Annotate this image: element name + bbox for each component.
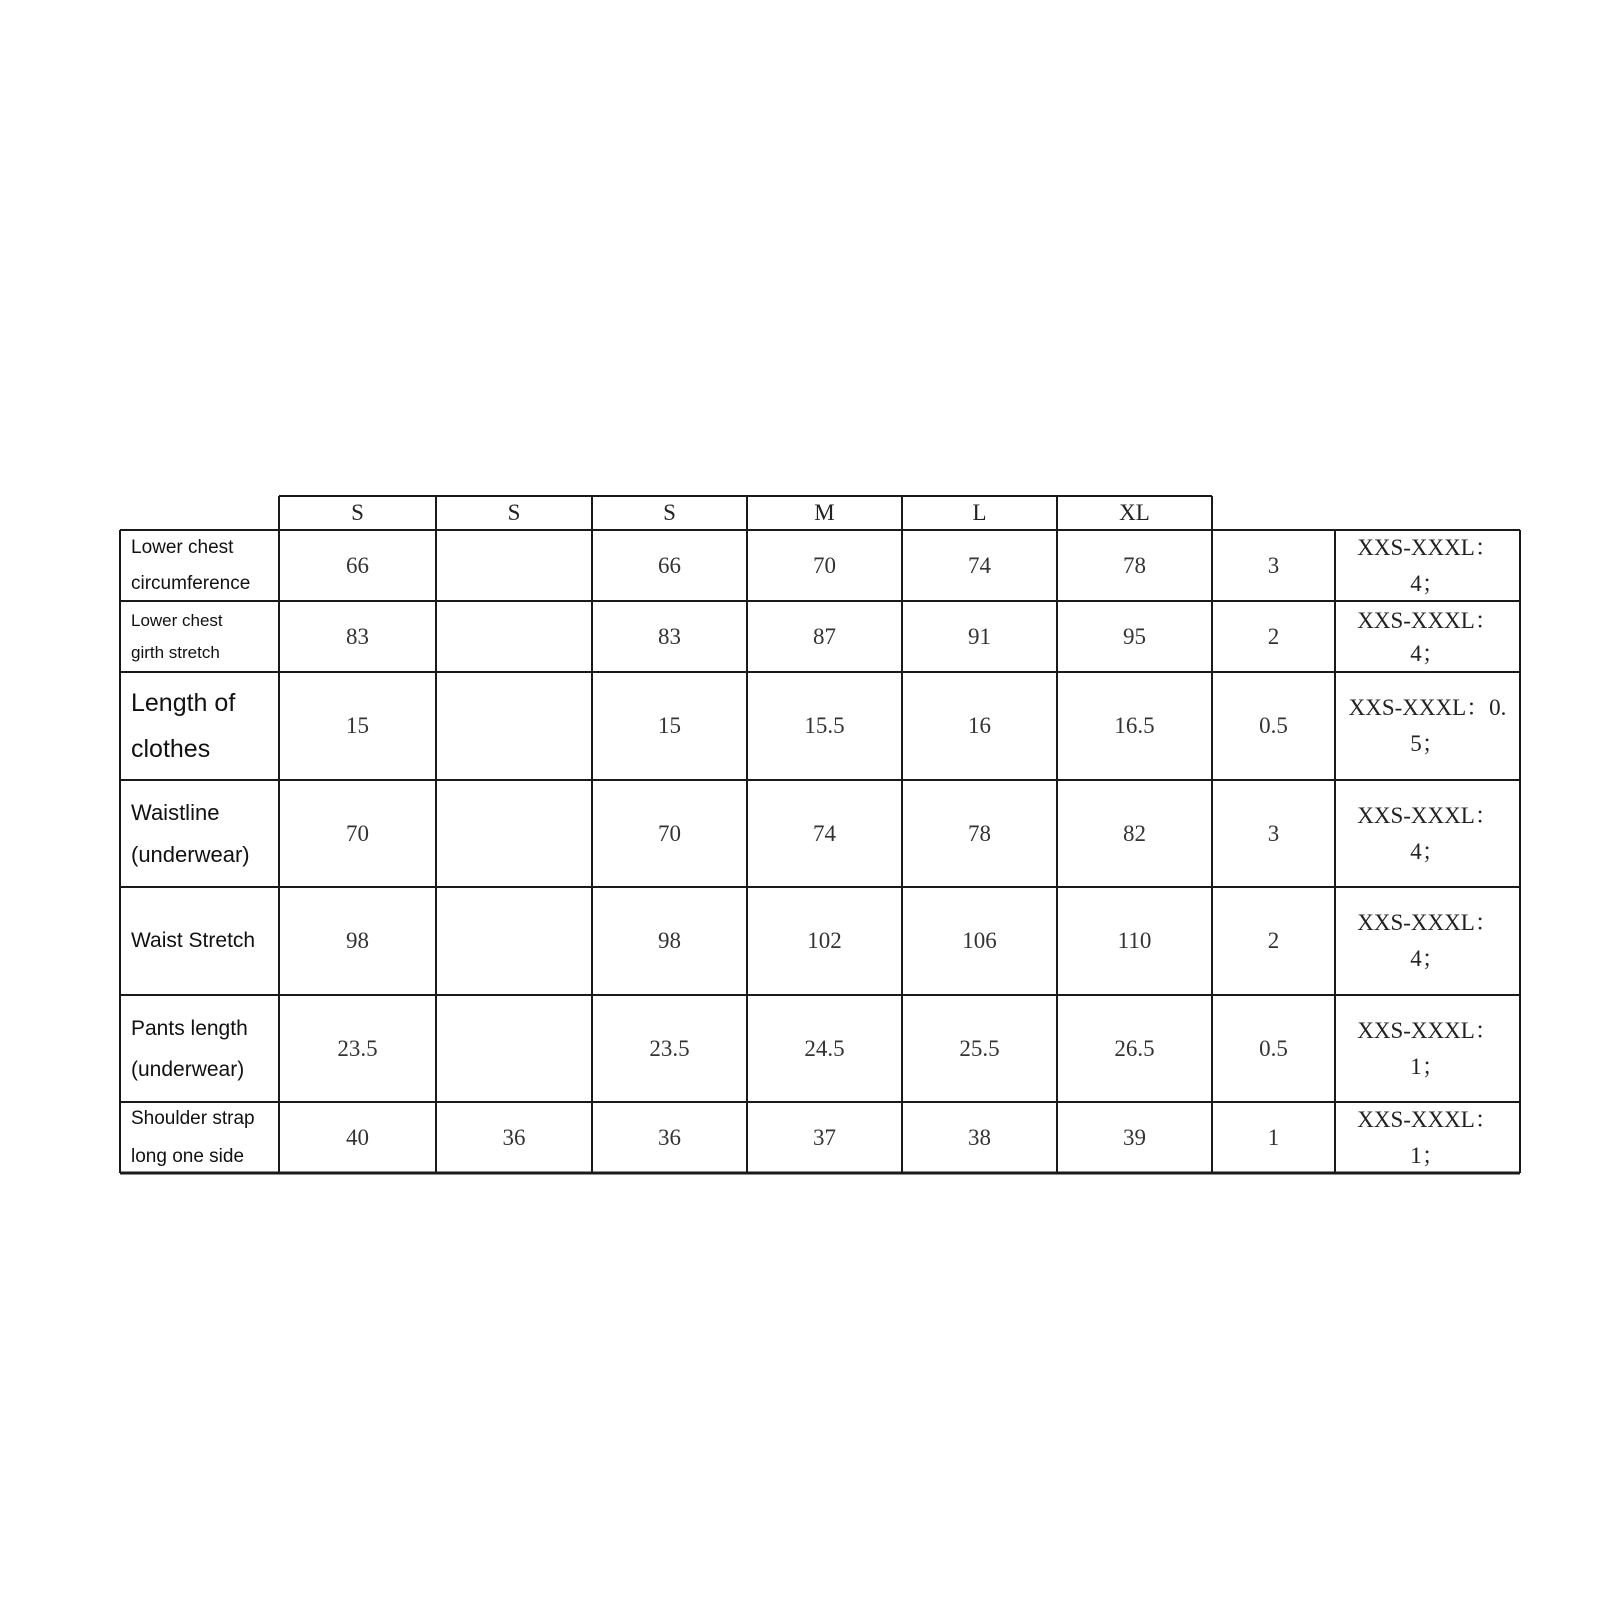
header-size-s-1: S	[351, 500, 364, 525]
table-cell: 24.5	[804, 1035, 845, 1061]
table-cell-step: 2	[1267, 623, 1280, 649]
header-size-xl: XL	[1119, 500, 1150, 525]
table-cell-step: 3	[1267, 820, 1280, 846]
table-cell: 78	[1123, 552, 1146, 578]
table-cell	[436, 995, 592, 1102]
table-cell: 74	[968, 552, 991, 578]
row-label-length-of-clothes: Length of clothes	[131, 689, 236, 763]
table-cell: 91	[968, 623, 991, 649]
table-cell-step: 0.5	[1259, 713, 1288, 738]
table-cell: 40	[346, 1124, 369, 1150]
table-cell-range-note: XXS-XXXL： 4；	[1357, 607, 1498, 666]
table-cell: 70	[346, 820, 369, 846]
table-cell-range-note: XXS-XXXL： 1；	[1357, 1106, 1498, 1168]
row-label-pants-length-underwear: Pants length (underwear)	[131, 1016, 248, 1081]
table-cell-step: 3	[1267, 552, 1280, 578]
table-cell: 16.5	[1114, 713, 1155, 738]
table-cell: 78	[968, 820, 991, 846]
table-cell: 110	[1117, 928, 1152, 953]
header-size-l: L	[972, 500, 987, 525]
table-cell-step: 1	[1267, 1124, 1280, 1150]
table-cell: 16	[968, 713, 991, 738]
table-cell	[436, 530, 592, 601]
table-cell: 66	[346, 552, 369, 578]
table-cell-range-note: XXS-XXXL： 4；	[1357, 910, 1498, 971]
table-cell: 25.5	[959, 1035, 1000, 1061]
table-cell: 15.5	[804, 713, 845, 738]
row-label-lower-chest-circumference: Lower chest circumference	[131, 536, 251, 594]
table-cell: 39	[1123, 1124, 1146, 1150]
table-cell: 82	[1123, 820, 1146, 846]
table-cell-range-note: XXS-XXXL： 4；	[1357, 534, 1498, 596]
table-cell: 98	[658, 928, 681, 953]
table-cell-step: 0.5	[1259, 1035, 1288, 1061]
table-cell: 66	[658, 552, 681, 578]
table-cell: 26.5	[1114, 1035, 1155, 1061]
table-cell	[436, 780, 592, 887]
table-cell: 83	[346, 623, 369, 649]
table-cell: 98	[346, 928, 369, 953]
table-cell: 15	[346, 713, 369, 738]
table-cell-step: 2	[1267, 928, 1280, 953]
table-cell: 23.5	[337, 1035, 378, 1061]
table-cell: 15	[658, 713, 681, 738]
table-cell: 37	[813, 1124, 836, 1150]
table-cell	[436, 672, 592, 780]
header-size-s-3: S	[663, 500, 676, 525]
table-cell-range-note: XXS-XXXL：0. 5；	[1348, 695, 1507, 756]
row-label-waist-stretch: Waist Stretch	[131, 929, 256, 952]
header-size-s-2: S	[507, 500, 521, 525]
table-cell: 74	[813, 820, 836, 846]
table-cell: 102	[807, 928, 842, 953]
header-size-m: M	[814, 500, 835, 525]
table-cell: 38	[968, 1124, 991, 1150]
table-cell: 70	[813, 552, 836, 578]
table-cell: 87	[813, 623, 836, 649]
table-cell	[436, 887, 592, 995]
table-cell: 106	[962, 928, 997, 953]
table-cell: 23.5	[649, 1035, 690, 1061]
table-cell-range-note: XXS-XXXL： 4；	[1357, 802, 1498, 864]
table-cell: 70	[658, 820, 681, 846]
row-label-lower-chest-girth-stretch: Lower chest girth stretch	[131, 610, 223, 662]
table-cell	[436, 601, 592, 672]
table-cell: 36	[502, 1124, 526, 1150]
row-label-shoulder-strap-long-one-side: Shoulder strap long one side	[131, 1107, 255, 1167]
row-label-waistline-underwear: Waistline (underwear)	[131, 799, 250, 867]
table-cell: 83	[658, 623, 681, 649]
table-cell: 36	[658, 1124, 681, 1150]
table-cell: 95	[1123, 623, 1146, 649]
table-cell-range-note: XXS-XXXL： 1；	[1357, 1017, 1498, 1079]
